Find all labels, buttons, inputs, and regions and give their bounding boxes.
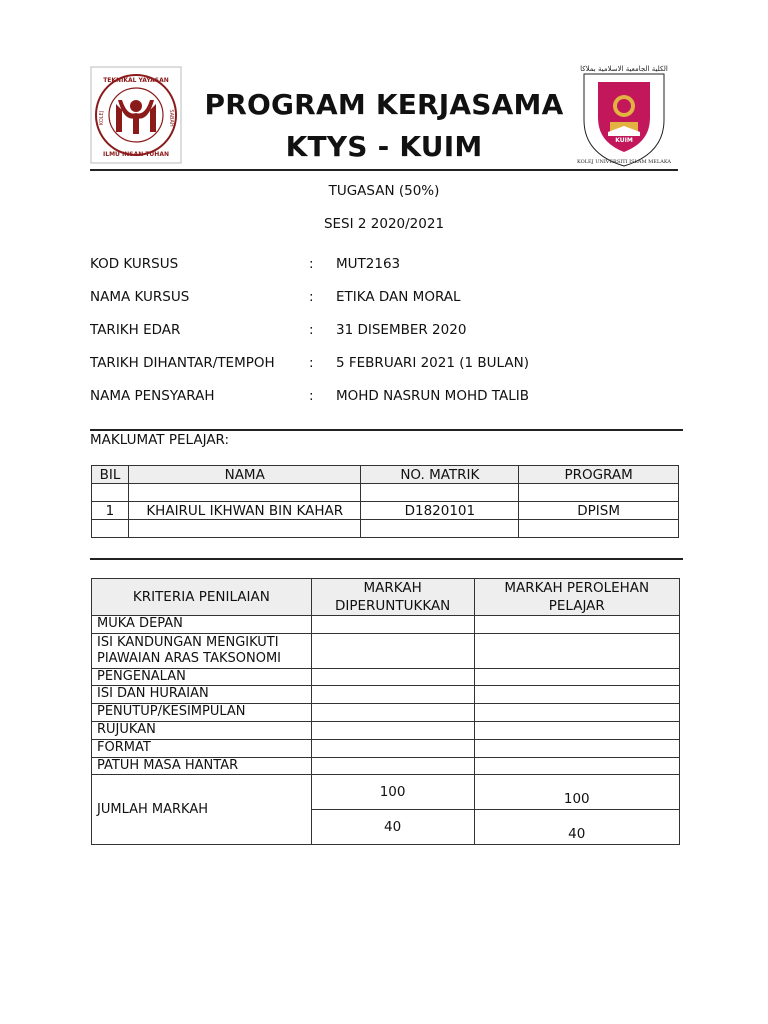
- table-row: [92, 758, 680, 775]
- criterion-label: RUJUKAN: [92, 722, 312, 740]
- student-table-header: [92, 466, 679, 484]
- info-value-tarikh-dihantar: 5 FEBRUARI 2021 (1 BULAN): [336, 355, 529, 371]
- student-matric: D1820101: [361, 502, 519, 520]
- table-cell: [361, 484, 519, 502]
- info-colon: :: [309, 256, 314, 272]
- table-row: [92, 775, 680, 810]
- student-program: DPISM: [519, 502, 679, 520]
- header-markah-perolehan: MARKAH PEROLEHAN PELAJAR: [474, 579, 679, 616]
- info-colon: :: [309, 289, 314, 305]
- info-colon: :: [309, 355, 314, 371]
- criterion-label: ISI DAN HURAIAN: [92, 686, 312, 704]
- table-row: [92, 520, 679, 538]
- table-row: [92, 740, 680, 758]
- criterion-label: PENGENALAN: [92, 669, 312, 686]
- allocated-cell: [311, 634, 474, 669]
- ktys-logo-left-text: KOLEJ: [99, 110, 105, 126]
- obtained-cell: [474, 758, 679, 775]
- allocated-total: 100: [311, 775, 474, 810]
- page-title-line1: PROGRAM KERJASAMA: [204, 88, 564, 121]
- table-cell: [92, 484, 129, 502]
- info-value-tarikh-edar: 31 DISEMBER 2020: [336, 322, 467, 338]
- allocated-cell: [311, 669, 474, 686]
- ktys-logo-bottom-text: ILMU INSAN TUHAN: [103, 151, 169, 158]
- table-row: [92, 669, 680, 686]
- table-row: [92, 484, 679, 502]
- kuim-logo-arabic-text: الكلية الجامعية الاسلامية بملاكا: [580, 65, 668, 73]
- table-row: [92, 686, 680, 704]
- assignment-session: SESI 2 2020/2021: [323, 216, 445, 232]
- student-bil: 1: [92, 502, 129, 520]
- info-label-tarikh-edar: TARIKH EDAR: [90, 322, 181, 338]
- assessment-table-header: [92, 579, 680, 616]
- student-name: KHAIRUL IKHWAN BIN KAHAR: [128, 502, 361, 520]
- obtained-cell: [474, 616, 679, 634]
- table-row: [92, 616, 680, 634]
- obtained-cell: [474, 634, 679, 669]
- table-cell: [92, 520, 129, 538]
- obtained-cell: [474, 722, 679, 740]
- allocated-cell: [311, 704, 474, 722]
- ktys-logo: [90, 66, 182, 164]
- table-row: [92, 722, 680, 740]
- header-markah-diperuntukkan: MARKAH DIPERUNTUKKAN: [311, 579, 474, 616]
- allocated-cell: [311, 722, 474, 740]
- page-title-line2: KTYS - KUIM: [285, 130, 483, 163]
- info-colon: :: [309, 322, 314, 338]
- allocated-cell: [311, 686, 474, 704]
- info-label-tarikh-dihantar: TARIKH DIHANTAR/TEMPOH: [90, 355, 275, 371]
- table-cell: [128, 520, 361, 538]
- criterion-label: MUKA DEPAN: [92, 616, 312, 634]
- header-nama: NAMA: [128, 466, 361, 484]
- ktys-logo-top-text: TEKNIKAL YAYASAN: [103, 77, 169, 84]
- table-cell: [361, 520, 519, 538]
- info-label-kod-kursus: KOD KURSUS: [90, 256, 179, 272]
- criterion-label: PENUTUP/KESIMPULAN: [92, 704, 312, 722]
- kuim-logo: [574, 62, 674, 170]
- header-no-matrik: NO. MATRIK: [361, 466, 519, 484]
- student-section-divider: [90, 429, 683, 431]
- info-value-nama-kursus: ETIKA DAN MORAL: [336, 289, 461, 305]
- table-cell: [128, 484, 361, 502]
- assignment-type: TUGASAN (50%): [328, 183, 440, 199]
- header-program: PROGRAM: [519, 466, 679, 484]
- obtained-cell: [474, 704, 679, 722]
- table-row: [92, 704, 680, 722]
- allocated-cell: [311, 616, 474, 634]
- kuim-logo-arc-text: KOLEJ UNIVERSITI ISLAM MELAKA: [576, 159, 672, 165]
- criterion-label: FORMAT: [92, 740, 312, 758]
- info-value-kod-kursus: MUT2163: [336, 256, 401, 272]
- info-label-nama-pensyarah: NAMA PENSYARAH: [90, 388, 215, 404]
- info-colon: :: [309, 388, 314, 404]
- header-kriteria: KRITERIA PENILAIAN: [92, 579, 312, 616]
- ktys-logo-right-text: SABAH: [168, 109, 174, 127]
- criterion-label: ISI KANDUNGAN MENGIKUTI PIAWAIAN ARAS TAKSONOMI: [92, 634, 312, 669]
- obtained-weight: 40: [474, 810, 679, 845]
- obtained-total: 100: [474, 775, 679, 810]
- header-divider: [90, 169, 678, 171]
- table-row: [92, 634, 680, 669]
- total-label: JUMLAH MARKAH: [92, 775, 312, 845]
- allocated-weight: 40: [311, 810, 474, 845]
- table-cell: [519, 520, 679, 538]
- allocated-cell: [311, 740, 474, 758]
- obtained-cell: [474, 740, 679, 758]
- assessment-table: [91, 578, 680, 845]
- header-bil: BIL: [92, 466, 129, 484]
- info-value-nama-pensyarah: MOHD NASRUN MOHD TALIB: [336, 388, 529, 404]
- allocated-cell: [311, 758, 474, 775]
- assessment-section-divider: [90, 558, 683, 560]
- student-table: [91, 465, 679, 538]
- criterion-label: PATUH MASA HANTAR: [92, 758, 312, 775]
- kuim-logo-badge: KUIM: [615, 137, 633, 144]
- table-cell: [519, 484, 679, 502]
- table-row: [92, 502, 679, 520]
- student-section-heading: MAKLUMAT PELAJAR:: [90, 432, 230, 448]
- info-label-nama-kursus: NAMA KURSUS: [90, 289, 190, 305]
- obtained-cell: [474, 686, 679, 704]
- obtained-cell: [474, 669, 679, 686]
